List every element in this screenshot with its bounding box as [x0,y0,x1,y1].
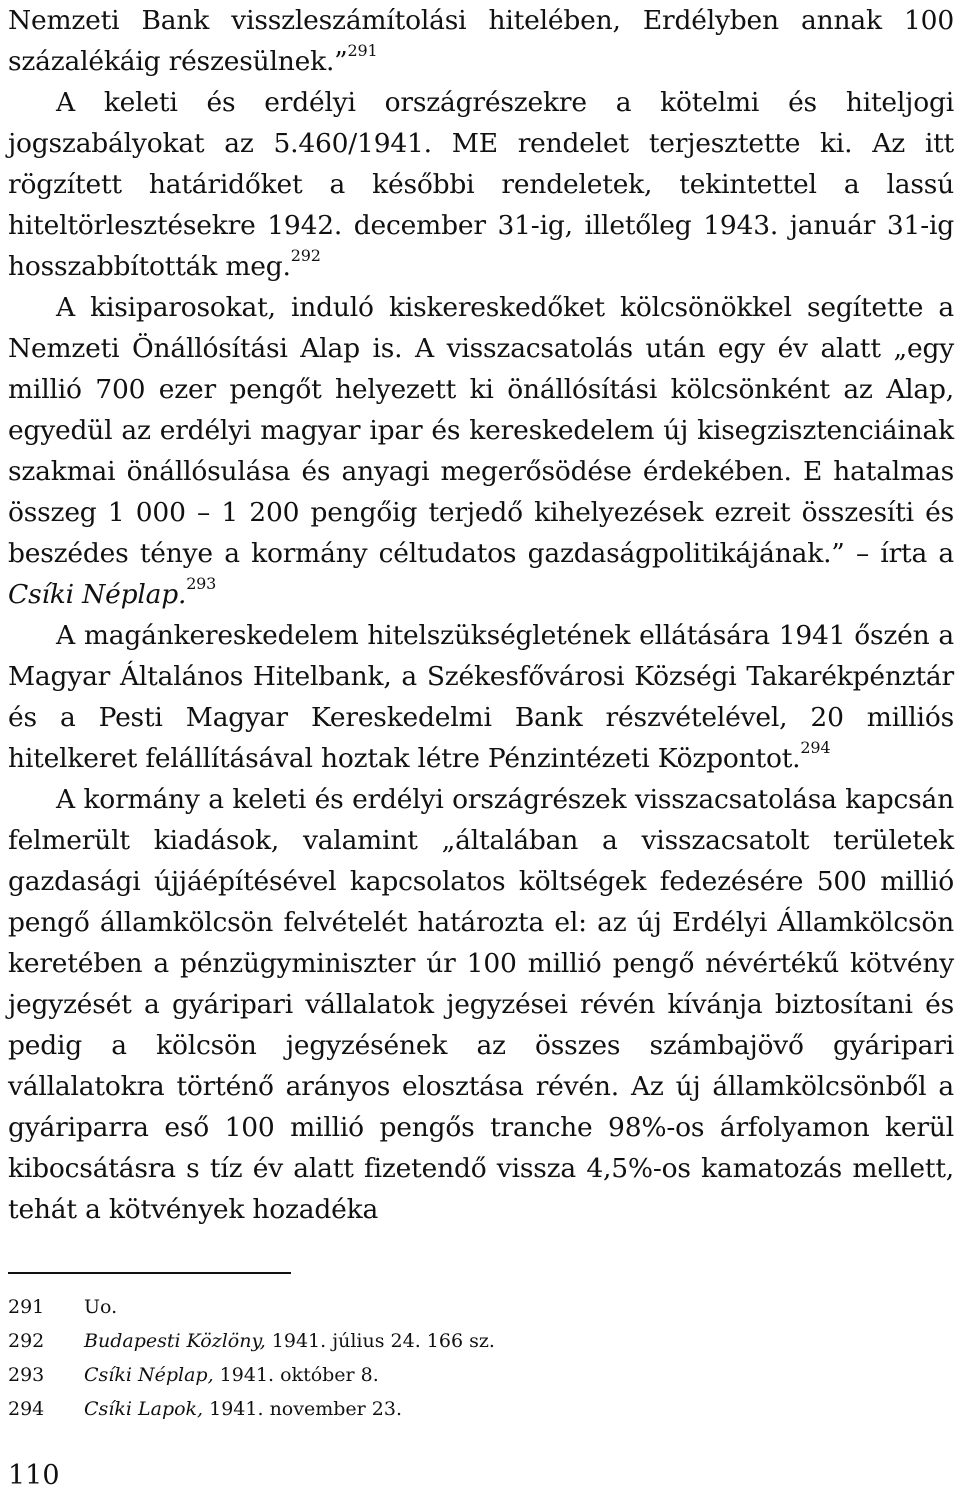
footnote-ref-292[interactable]: 292 [290,246,321,265]
footnote-ref-294[interactable]: 294 [800,738,831,757]
footnote-292 [8,1324,908,1358]
footnote-text: Csíki Néplap, 1941. október 8. [84,1364,379,1386]
main-text [8,0,954,1230]
footnote-291 [8,1290,908,1324]
footnote-text: Uo. [84,1296,118,1318]
footnote-ref-293[interactable]: 293 [186,574,217,593]
paragraph-3: A kisiparosokat, induló kiskereskedőket kölcsönökkel segítette a Nemzeti Önállósítási Alap is. A visszacsatolás után egy év alatt „egy millió 700 ezer pengőt helyezett ki önállósítási kölcsönként az Alap, egyedül az erdélyi magyar ipar és kereskedelem új kisegzisztenciáinak szakmai önállósulása és anyagi megerősödése érdekében. E hatalmas összeg 1 000 – 1 200 pengőig terjedő kihelyezések ezreit összesíti és beszédes ténye a kormány céltudatos gazdaságpolitikájának.” – írta a Csíki Néplap.$^{293}$ [8,292,954,610]
footnote-text: Budapesti Közlöny, 1941. július 24. 166 sz. [84,1330,495,1352]
footnote-number: 293 [8,1364,45,1386]
footnote-ref-291[interactable]: 291 [347,41,378,60]
page-number: 110 [8,1460,60,1491]
footnote-number: 291 [8,1296,45,1318]
paragraph-2: A keleti és erdélyi országrészekre a kötelmi és hiteljogi jogszabályokat az 5.460/1941. ME rendelet terjesztette ki. Az itt rögzített határidőket a későbbi rendeletek, tekintettel a lassú hiteltörlesztésekre 1942. december 31-ig, illetőleg 1943. január 31-ig hosszabbították meg.$^{292}$ [8,87,954,282]
paragraph-5: A kormány a keleti és erdélyi országrészek visszacsatolása kapcsán felmerült kiadások, valamint „általában a visszacsatolt területek gazdasági újjáépítésével kapcsolatos költségek fedezésére 500 millió pengő államkölcsön felvételét határozta el: az új Erdélyi Államkölcsön keretében a pénzügyminiszter úr 100 millió pengő névértékű kötvény jegyzését a gyáripari vállalatok jegyzései révén kívánja biztosítani és pedig a kölcsön jegyzésének az összes számbajövő gyáripari vállalatokra történő arányos elosztása révén. Az új államkölcsönből a gyáriparra eső 100 millió pengős tranche 98%-os árfolyamon kerül kibocsátásra s tíz év alatt fizetendő vissza 4,5%-os kamatozás mellett, tehát a kötvények hozadéka [8,784,954,1225]
source-title: Csíki Néplap. [8,579,187,610]
footnote-text: Csíki Lapok, 1941. november 23. [84,1398,402,1420]
footnote-number: 292 [8,1330,45,1352]
footnote-divider [8,1272,291,1274]
footnote-293 [8,1358,908,1392]
footnote-294 [8,1392,908,1426]
paragraph-1: Nemzeti Bank visszleszámítolási hitelében, Erdélyben annak 100 százalékáig részesülnek.”$^{291}$ [8,5,954,77]
footnotes [8,1290,908,1426]
page-body [8,0,954,1230]
footnote-number: 294 [8,1398,45,1420]
paragraph-4: A magánkereskedelem hitelszükségletének ellátására 1941 őszén a Magyar Általános Hitelbank, a Székesfővárosi Községi Takarékpénztár és a Pesti Magyar Kereskedelmi Bank részvételével, 20 milliós hitelkeret felállításával hoztak létre Pénzintézeti Központot.$^{294}$ [8,620,954,774]
